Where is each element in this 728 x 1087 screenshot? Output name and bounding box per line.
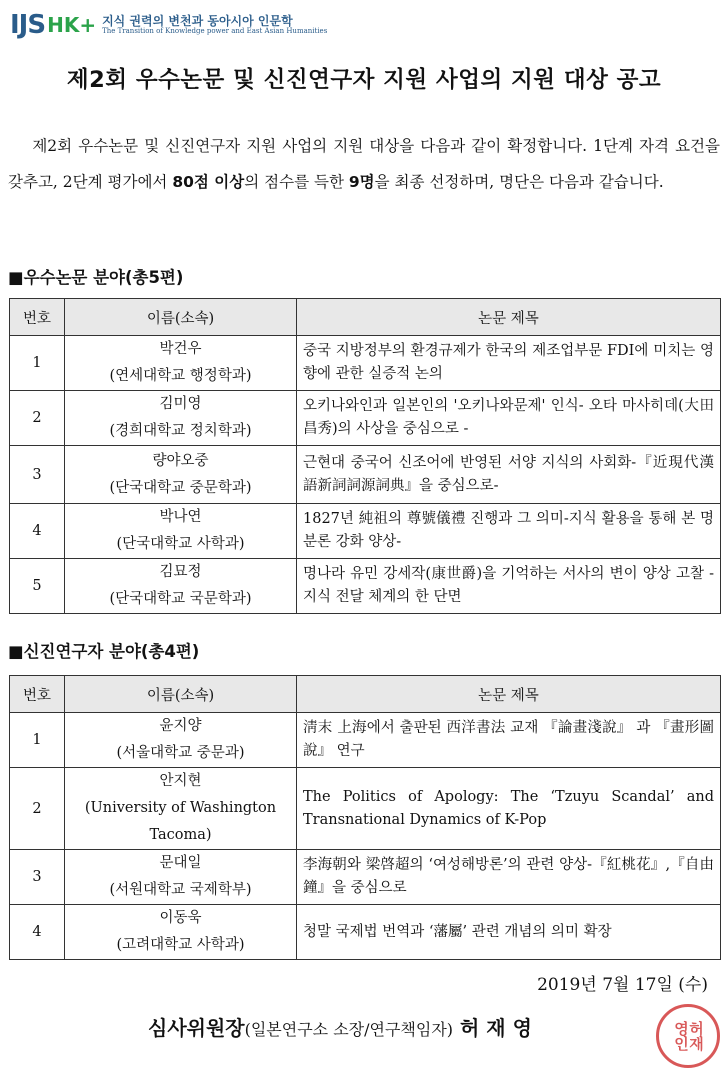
row-name-affiliation: [65, 713, 297, 768]
author-affiliation: (고려대학교 사학과): [116, 937, 245, 953]
row-number: 1: [10, 713, 65, 768]
author-name: 량야오중: [152, 452, 209, 469]
author-affiliation: (단국대학교 중문학과): [109, 479, 252, 496]
author-name: 김묘정: [159, 564, 202, 580]
intro-text-2: 의 점수를 득한: [244, 173, 349, 191]
announcement-date: 2019년 7월 17일 (수): [537, 975, 708, 995]
row-number: 3: [10, 446, 65, 504]
row-number: 3: [10, 850, 65, 905]
intro-bold-count: 9명: [348, 173, 375, 191]
logo-main: IJS: [10, 10, 46, 40]
table-header-row: [10, 299, 721, 336]
author-name: 안지현: [159, 773, 202, 789]
tagline-korean: 지식 권력의 변천과 동아시아 인문학: [102, 13, 293, 28]
header-paper-title: 논문 제목: [297, 299, 721, 336]
table-header-row: [10, 676, 721, 713]
row-name-affiliation: [65, 391, 297, 446]
header-name: 이름(소속): [65, 676, 297, 713]
new-researcher-table: [9, 675, 721, 960]
document-title: 제2회 우수논문 및 신진연구자 지원 사업의 지원 대상 공고: [66, 67, 662, 93]
paper-title: 오키나와인과 일본인의 '오키나와문제' 인식- 오타 마사히데(大田昌秀)의 사상을 중심으로 -: [297, 391, 721, 446]
author-name: 이동욱: [159, 910, 202, 926]
author-affiliation: (서원대학교 국제학부): [109, 882, 252, 898]
author-affiliation: (단국대학교 국문학과): [109, 591, 252, 607]
table-row: [10, 850, 721, 905]
author-name: 박나연: [159, 509, 202, 525]
table-body: [10, 336, 721, 614]
author-name: 박건우: [159, 341, 202, 357]
logo-tagline: [102, 15, 327, 36]
table-row: [10, 768, 721, 850]
author-name: 문대일: [159, 855, 202, 871]
intro-paragraph: [8, 128, 720, 200]
header-paper-title: 논문 제목: [297, 676, 721, 713]
intro-text-3: 을 최종 선정하며, 명단은 다음과 같습니다.: [374, 173, 664, 191]
table-row: [10, 905, 721, 960]
table-row: [10, 504, 721, 559]
row-number: 4: [10, 504, 65, 559]
row-number: 2: [10, 768, 65, 850]
signature-role: 심사위원장: [148, 1016, 245, 1040]
author-name: 김미영: [159, 396, 202, 412]
author-affiliation: (University of Washington Tacoma): [84, 800, 277, 843]
table-row: [10, 713, 721, 768]
header-name: 이름(소속): [65, 299, 297, 336]
paper-title: 李海朝와 梁啓超의 ‘여성해방론’의 관련 양상-『紅桃花』,『自由鐘』을 중심으로: [297, 850, 721, 905]
paper-title: 淸末 上海에서 출판된 西洋書法 교재 『論畫淺說』 과 『畫形圖說』 연구: [297, 713, 721, 768]
signature-name: 허 재 영: [460, 1016, 532, 1040]
paper-title: The Politics of Apology: The ‘Tzuyu Scandal’ and Transnational Dynamics of K-Pop: [297, 768, 721, 850]
author-affiliation: (연세대학교 행정학과): [109, 368, 252, 384]
intro-text-1: 제2회 우수논문 및 신진연구자 지원 사업의 지원 대상을 다음과 같이 확정합니다. 1단계 자격 요건을 갖추고, 2단계 평가에서: [8, 137, 720, 191]
author-affiliation: (경희대학교 정치학과): [109, 423, 252, 439]
tagline-english: The Transition of Knowledge power and East Asian Humanities: [102, 26, 328, 35]
signature-line: [148, 1012, 532, 1041]
row-name-affiliation: [65, 446, 297, 504]
row-name-affiliation: [65, 850, 297, 905]
header-number: 번호: [10, 299, 65, 336]
logo-sub: HK+: [47, 13, 97, 37]
table-row: [10, 336, 721, 391]
paper-title: 중국 지방정부의 환경규제가 한국의 제조업부문 FDI에 미치는 영향에 관한 실증적 논의: [297, 336, 721, 391]
header-logo: [10, 8, 327, 42]
table-row: [10, 446, 721, 504]
row-name-affiliation: [65, 336, 297, 391]
signature-detail: (일본연구소 소장/연구책임자): [244, 1020, 454, 1039]
author-affiliation: (단국대학교 사학과): [116, 536, 245, 552]
row-name-affiliation: [65, 905, 297, 960]
section1-heading: ■우수논문 분야(총5편): [8, 268, 184, 287]
table-row: [10, 559, 721, 614]
row-name-affiliation: [65, 768, 297, 850]
excellent-paper-table: [9, 298, 721, 614]
row-number: 2: [10, 391, 65, 446]
author-affiliation: (서울대학교 중문과): [116, 745, 245, 761]
section2-heading: ■신진연구자 분야(총4편): [8, 642, 200, 661]
row-name-affiliation: [65, 559, 297, 614]
header-number: 번호: [10, 676, 65, 713]
table-row: [10, 391, 721, 446]
row-number: 5: [10, 559, 65, 614]
table-body: [10, 713, 721, 960]
paper-title: 명나라 유민 강세작(康世爵)을 기억하는 서사의 변이 양상 고찰 - 지식 전달 체계의 한 단면: [297, 559, 721, 614]
paper-title: 근현대 중국어 신조어에 반영된 서양 지식의 사회화-『近現代漢語新詞詞源詞典』을 중심으로-: [297, 446, 721, 504]
logo: [10, 10, 96, 40]
paper-title: 1827년 純祖의 尊號儀禮 진행과 그 의미-지식 활용을 통해 본 명분론 강화 양상-: [297, 504, 721, 559]
author-name: 윤지양: [159, 718, 202, 734]
row-number: 4: [10, 905, 65, 960]
row-name-affiliation: [65, 504, 297, 559]
official-seal: 허재 영인: [656, 1004, 720, 1068]
intro-bold-score: 80점 이상: [172, 173, 245, 191]
paper-title: 청말 국제법 번역과 ‘藩屬’ 관련 개념의 의미 확장: [297, 905, 721, 960]
row-number: 1: [10, 336, 65, 391]
